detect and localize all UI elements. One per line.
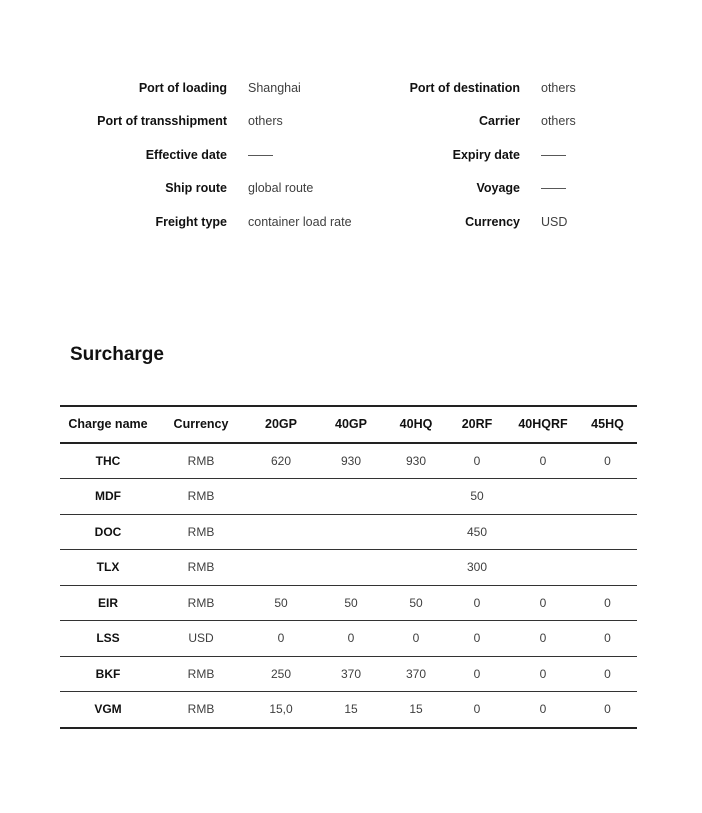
field-label-currency: Currency bbox=[465, 214, 520, 229]
charge-value-45hq: 0 bbox=[604, 595, 611, 610]
table-row-mdf bbox=[60, 478, 637, 514]
charge-value-20gp: 0 bbox=[277, 631, 285, 646]
charge-value-20rf: 0 bbox=[473, 702, 481, 717]
surcharge-section-title: Surcharge bbox=[70, 344, 164, 365]
shipment-info-section bbox=[60, 71, 661, 239]
charge-value-40gp: 50 bbox=[344, 595, 358, 610]
surcharge-table bbox=[60, 405, 637, 729]
field-value-ship-route: global route bbox=[248, 181, 314, 195]
table-row-doc bbox=[60, 514, 637, 550]
field-label-port-of-destination: Port of destination bbox=[409, 80, 520, 95]
charge-value-40hq: 15 bbox=[409, 702, 423, 717]
charge-value-40gp bbox=[316, 479, 386, 514]
column-header-40hqrf: 40HQRF bbox=[518, 417, 568, 431]
charge-value-45hq: 0 bbox=[604, 666, 611, 681]
charge-value-40gp bbox=[316, 515, 386, 550]
table-row-vgm bbox=[60, 691, 637, 727]
column-header-20gp: 20GP bbox=[265, 417, 297, 431]
charge-currency: RMB bbox=[187, 666, 215, 681]
charge-value-40gp: 15 bbox=[344, 702, 358, 717]
charge-value-20gp bbox=[246, 515, 316, 550]
table-row-eir bbox=[60, 585, 637, 621]
charge-value-40hq: 930 bbox=[405, 453, 427, 468]
field-label-port-of-loading: Port of loading bbox=[138, 80, 227, 95]
charge-currency: RMB bbox=[187, 595, 215, 610]
column-header-40hq: 40HQ bbox=[399, 417, 433, 431]
charge-value-20rf: 300 bbox=[466, 560, 488, 575]
field-value-freight-type: container load rate bbox=[248, 214, 352, 229]
charge-value-20gp bbox=[246, 479, 316, 514]
field-value-port-of-transshipment: others bbox=[248, 114, 283, 128]
charge-value-45hq: 0 bbox=[604, 631, 611, 646]
field-label-carrier: Carrier bbox=[479, 114, 520, 128]
charge-value-20rf: 0 bbox=[473, 595, 481, 610]
charge-value-40hq bbox=[386, 550, 446, 585]
charge-value-20rf: 0 bbox=[473, 631, 481, 646]
charge-name: DOC bbox=[94, 524, 122, 539]
charge-value-40hq: 370 bbox=[405, 666, 427, 681]
charge-value-20gp: 50 bbox=[274, 595, 288, 610]
charge-value-40hqrf bbox=[508, 515, 578, 550]
charge-currency: RMB bbox=[187, 453, 215, 468]
charge-currency: RMB bbox=[187, 489, 215, 504]
charge-value-40hqrf: 0 bbox=[539, 453, 547, 468]
charge-currency: RMB bbox=[187, 524, 215, 539]
column-header-20rf: 20RF bbox=[461, 417, 493, 431]
field-label-port-of-transshipment: Port of transshipment bbox=[97, 114, 227, 128]
charge-value-45hq bbox=[578, 515, 637, 550]
charge-value-40hqrf bbox=[508, 479, 578, 514]
field-value-voyage: —— bbox=[541, 181, 566, 195]
charge-name: THC bbox=[95, 453, 121, 468]
column-header-45hq: 45HQ bbox=[591, 417, 624, 431]
column-header-40gp: 40GP bbox=[335, 417, 367, 431]
field-value-carrier: others bbox=[541, 114, 576, 128]
charge-name: TLX bbox=[96, 560, 120, 575]
charge-value-20gp: 250 bbox=[270, 666, 292, 681]
charge-name: VGM bbox=[94, 702, 122, 717]
charge-name: BKF bbox=[95, 666, 121, 681]
charge-value-20gp: 620 bbox=[270, 453, 292, 468]
table-row-lss bbox=[60, 620, 637, 656]
charge-value-40hq bbox=[386, 479, 446, 514]
field-value-port-of-loading: Shanghai bbox=[248, 80, 301, 95]
charge-value-45hq: 0 bbox=[604, 702, 611, 717]
field-value-effective-date: —— bbox=[248, 147, 273, 162]
charge-value-20gp bbox=[246, 550, 316, 585]
field-value-expiry-date: —— bbox=[541, 147, 566, 162]
charge-value-40gp: 930 bbox=[340, 453, 362, 468]
field-label-ship-route: Ship route bbox=[165, 181, 227, 195]
charge-currency: RMB bbox=[187, 560, 215, 575]
table-row-bkf bbox=[60, 656, 637, 692]
column-header-charge-name: Charge name bbox=[68, 417, 148, 431]
charge-name: LSS bbox=[96, 631, 120, 646]
charge-currency: USD bbox=[188, 631, 214, 646]
field-value-port-of-destination: others bbox=[541, 80, 576, 95]
charge-value-45hq bbox=[578, 550, 637, 585]
charge-currency: RMB bbox=[187, 702, 215, 717]
field-label-voyage: Voyage bbox=[476, 181, 520, 195]
charge-value-20rf: 0 bbox=[473, 453, 481, 468]
table-row-tlx bbox=[60, 549, 637, 585]
charge-value-40gp: 370 bbox=[340, 666, 362, 681]
charge-value-20rf: 50 bbox=[470, 489, 484, 504]
charge-name: EIR bbox=[97, 595, 118, 610]
table-header-row bbox=[60, 407, 637, 444]
field-value-currency: USD bbox=[541, 214, 568, 229]
charge-value-40hqrf: 0 bbox=[539, 631, 547, 646]
charge-value-40hqrf: 0 bbox=[539, 595, 547, 610]
charge-value-40hqrf bbox=[508, 550, 578, 585]
charge-value-40hq: 50 bbox=[409, 595, 423, 610]
charge-name: MDF bbox=[95, 489, 121, 504]
charge-value-40hqrf: 0 bbox=[539, 666, 547, 681]
column-header-currency: Currency bbox=[173, 417, 229, 431]
charge-value-40hq bbox=[386, 515, 446, 550]
charge-value-40gp: 0 bbox=[347, 631, 355, 646]
charge-value-45hq: 0 bbox=[604, 453, 611, 468]
charge-value-45hq bbox=[578, 479, 637, 514]
field-label-effective-date: Effective date bbox=[145, 147, 227, 162]
field-label-freight-type: Freight type bbox=[155, 214, 227, 229]
charge-value-20rf: 450 bbox=[466, 524, 488, 539]
charge-value-40gp bbox=[316, 550, 386, 585]
charge-value-20rf: 0 bbox=[473, 666, 481, 681]
charge-value-40hq: 0 bbox=[412, 631, 420, 646]
table-row-thc bbox=[60, 444, 637, 479]
field-label-expiry-date: Expiry date bbox=[452, 147, 520, 162]
charge-value-40hqrf: 0 bbox=[539, 702, 547, 717]
charge-value-20gp: 15,0 bbox=[269, 702, 293, 717]
